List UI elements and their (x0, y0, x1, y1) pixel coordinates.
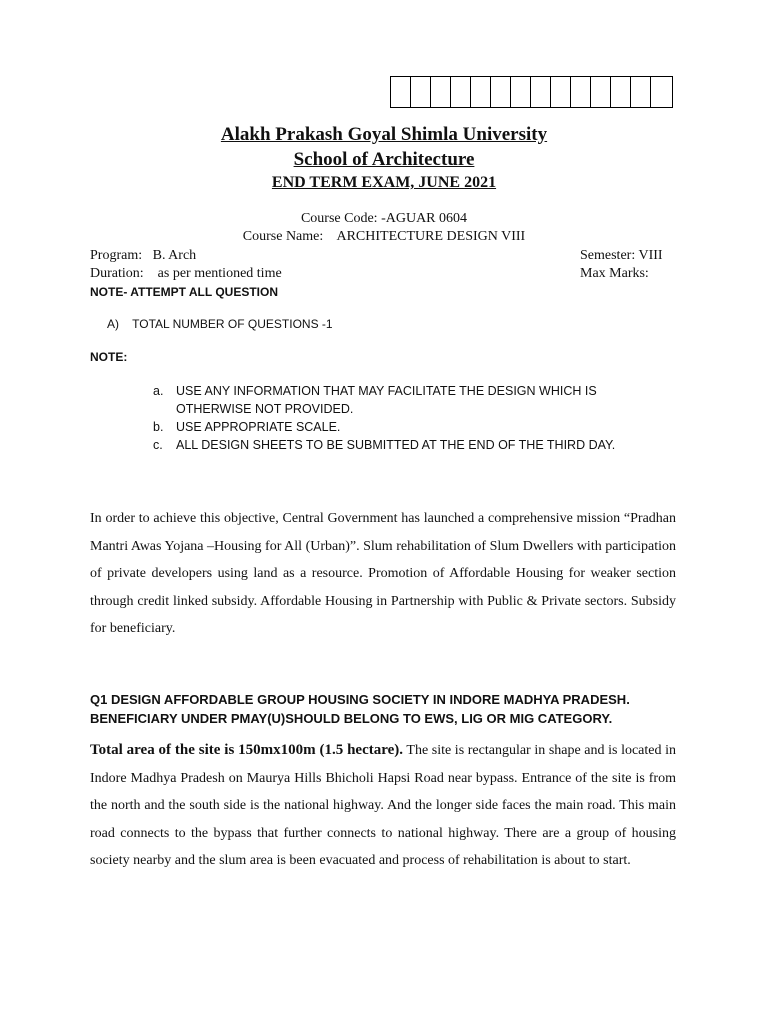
max-marks-label: Max Marks: (580, 266, 649, 281)
question-1 (90, 690, 690, 728)
course-name: Course Name: ARCHITECTURE DESIGN VIII (242, 229, 526, 244)
note-item (153, 418, 623, 436)
question-1-line-2: BENEFICIARY UNDER PMAY(U)SHOULD BELONG TO EWS, LIG OR MIG CATEGORY. (90, 711, 613, 726)
roll-number-box[interactable] (511, 77, 531, 107)
note-item (153, 382, 623, 418)
roll-number-box[interactable] (551, 77, 571, 107)
roll-number-box[interactable] (651, 77, 672, 107)
note-item (153, 436, 623, 454)
note-attempt-all: NOTE- ATTEMPT ALL QUESTION (90, 285, 278, 299)
total-questions: A) TOTAL NUMBER OF QUESTIONS -1 (107, 317, 333, 331)
intro-paragraph: In order to achieve this objective, Central Government has launched a comprehensive mission “Pradhan Mantri Awas Yojana –Housing for All (Urban)”. Slum rehabilitation of Slum Dwellers with participation of private developers using land as a resource. Promotion of Affordable Housing for weaker section through credit linked subsidy. Affordable Housing in Partnership with Public & Private sectors. Subsidy for beneficiary. (90, 511, 676, 636)
site-area-bold: Total area of the site is 150mx100m (1.5 hectare). (90, 742, 404, 758)
roll-number-box[interactable] (571, 77, 591, 107)
note-item-text: USE ANY INFORMATION THAT MAY FACILITATE THE DESIGN WHICH IS OTHERWISE NOT PROVIDED. (176, 384, 597, 416)
question-1-line-1: Q1 DESIGN AFFORDABLE GROUP HOUSING SOCIETY IN INDORE MADHYA PRADESH. (90, 692, 630, 707)
roll-number-box[interactable] (451, 77, 471, 107)
note-label: NOTE: (90, 350, 128, 364)
site-description-text: The site is rectangular in shape and is located in Indore Madhya Pradesh on Maurya Hills Bhicholi Hapsi Road near bypass. Entrance of the site is from the north and the south side is the national highway. And the longer side faces the main road. This main road connects to the bypass that further connects to national highway. There are a group of housing society nearby and the slum area is been evacuated and process of rehabilitation is about to start. (90, 743, 676, 868)
note-item-text: ALL DESIGN SHEETS TO BE SUBMITTED AT THE END OF THE THIRD DAY. (176, 438, 616, 452)
roll-number-box[interactable] (611, 77, 631, 107)
university-title: Alakh Prakash Goyal Shimla University (220, 124, 548, 145)
course-code: Course Code: -AGUAR 0604 (300, 211, 468, 226)
note-item-label: b. (153, 420, 164, 434)
note-item-label: c. (153, 438, 163, 452)
duration-label: Duration: as per mentioned time (90, 266, 282, 281)
note-item-text: USE APPROPRIATE SCALE. (176, 420, 341, 434)
roll-number-box[interactable] (391, 77, 411, 107)
school-title: School of Architecture (293, 149, 475, 170)
roll-number-box[interactable] (431, 77, 451, 107)
note-item-label: a. (153, 384, 164, 398)
roll-number-box[interactable] (531, 77, 551, 107)
semester-label: Semester: VIII (580, 248, 663, 263)
notes-list (153, 382, 623, 454)
roll-number-box[interactable] (471, 77, 491, 107)
roll-number-box[interactable] (631, 77, 651, 107)
site-description-paragraph (90, 737, 676, 875)
roll-number-boxes[interactable] (390, 76, 673, 108)
roll-number-box[interactable] (491, 77, 511, 107)
program-label: Program: B. Arch (90, 248, 197, 263)
roll-number-box[interactable] (411, 77, 431, 107)
exam-title: END TERM EXAM, JUNE 2021 (271, 174, 497, 191)
roll-number-box[interactable] (591, 77, 611, 107)
